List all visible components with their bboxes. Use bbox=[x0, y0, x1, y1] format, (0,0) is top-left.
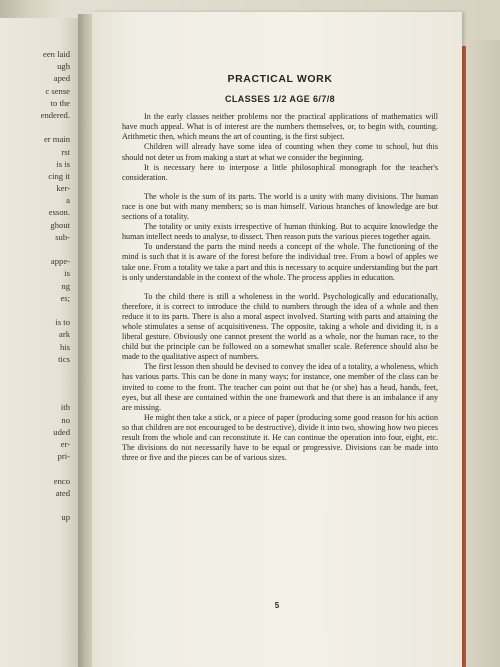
facing-page-line: es; bbox=[60, 292, 70, 303]
page-title: PRACTICAL WORK bbox=[227, 73, 333, 85]
facing-page-line bbox=[41, 304, 70, 316]
facing-page-line: up bbox=[61, 512, 70, 523]
facing-page-line: is is bbox=[56, 158, 70, 169]
paragraph: Children will already have some idea of counting when they come to school, but this should not deter us from making a start at what we consider the beginning. bbox=[122, 142, 438, 162]
facing-page-line: to the bbox=[50, 97, 70, 108]
main-page bbox=[92, 12, 462, 667]
facing-page-line bbox=[41, 377, 70, 389]
facing-page-line: uded bbox=[53, 426, 70, 437]
facing-page-line: ghout bbox=[50, 219, 70, 230]
facing-page-line: sub- bbox=[55, 231, 70, 242]
facing-page-line bbox=[41, 243, 70, 255]
facing-page-line: esson. bbox=[48, 207, 70, 218]
page-content bbox=[122, 74, 438, 463]
paragraph: The totality or unity exists irrespective of human thinking. But to acquire knowledge the human intellect needs to analyse, to dissect. Then reason puts the various pieces together again. bbox=[122, 222, 438, 242]
facing-page-line: ker- bbox=[56, 183, 70, 194]
facing-page-line: c sense bbox=[45, 85, 70, 96]
facing-page-line: ng bbox=[61, 280, 70, 291]
book-cover-edge bbox=[462, 46, 466, 667]
facing-page-line: rst bbox=[61, 146, 70, 157]
facing-page-line: aped bbox=[53, 73, 70, 84]
facing-page-line: er main bbox=[43, 134, 70, 145]
paragraph: In the early classes neither problems nor the practical applications of mathematics will have much appeal. What is of interest are the numbers themselves, or, to begin with, counting. Arithmetic then, which means the art of counting, is the first subject. bbox=[122, 112, 438, 142]
paragraph: It is necessary here to interpose a little philosophical monograph for the teacher's consideration. bbox=[122, 162, 438, 182]
facing-page-line bbox=[41, 389, 70, 401]
facing-page-line bbox=[41, 462, 70, 474]
facing-page-line: is to bbox=[55, 317, 70, 328]
background-surface bbox=[466, 40, 500, 667]
facing-page-line: appe- bbox=[50, 256, 70, 267]
facing-page-line bbox=[41, 499, 70, 511]
facing-page-line: no bbox=[61, 414, 70, 425]
facing-page-line: ugh bbox=[57, 61, 70, 72]
facing-page-line: his bbox=[59, 341, 70, 352]
facing-page-line: endered. bbox=[40, 109, 70, 120]
facing-page-line: a bbox=[66, 195, 70, 206]
facing-page-line: enco bbox=[53, 475, 70, 486]
facing-page-line: een laid bbox=[43, 49, 70, 59]
facing-page-line bbox=[41, 365, 70, 377]
paragraph: To the child there is still a wholeness in the world. Psychologically and educationally, therefore, it is correct to introduce the child to numbers through the idea of a whole and then reduce it to its parts. There is also a moral aspect involved. Starting with parts and attaining the whole stimulates a sense of acquisitiveness. The opposite, taking a whole and dividing it, is a liberal gesture. Obviously one cannot present the world as a whole, nor the human race, to the child but the principle can be followed on a somewhat smaller scale. Reference should also be made to the qualitative aspect of numbers. bbox=[122, 291, 438, 362]
body-text bbox=[122, 112, 438, 463]
facing-page-line bbox=[41, 121, 70, 133]
page-number: 5 bbox=[274, 601, 280, 610]
facing-page-line: ated bbox=[55, 487, 70, 498]
facing-page-line: tics bbox=[58, 353, 70, 364]
facing-page-line: pri- bbox=[57, 451, 70, 462]
facing-page-line: cing it bbox=[48, 170, 70, 181]
facing-page-text bbox=[41, 48, 70, 523]
facing-page bbox=[0, 18, 84, 667]
page-subtitle: CLASSES 1/2 AGE 6/7/8 bbox=[224, 94, 336, 105]
paragraph: He might then take a stick, or a piece of paper (producing some good reason for his action so that children are not encouraged to be destructive), divide it into two, showing how two pieces result from the whole and can reconstitute it. He can continue the operation into four, eight, etc. The divisions do not necessarily have to be equal or progressive. Divisions can be made into three or five and the pieces can be of various sizes. bbox=[122, 412, 438, 463]
paragraph: The whole is the sum of its parts. The world is a unity with many divisions. The human race is one but with many members; so is man himself. Various branches of knowledge are but sections of a totality. bbox=[122, 191, 438, 222]
facing-page-line: ark bbox=[59, 329, 70, 340]
facing-page-line: er- bbox=[60, 439, 70, 449]
facing-page-line: ith bbox=[60, 402, 70, 413]
paragraph: The first lesson then should be devised to convey the idea of a totality, a wholeness, which has various parts. This can be done in many ways; for instance, one member of the class can be invited to come to the front. The teacher can point out that he (or she) has a head, hands, feet, eyes, but all these are contained within the one framework and that there is an imbalance if any are missing. bbox=[122, 362, 438, 412]
paragraph: To understand the parts the mind needs a concept of the whole. The functioning of the mind is such that it is aware of the forest before the individual tree. From a bowl of apples we take one. From a totality we take a part and this is necessary to acquire understanding but the part is only understandable in the context of the whole. The process applies in education. bbox=[122, 242, 438, 282]
facing-page-line: is bbox=[64, 268, 70, 279]
